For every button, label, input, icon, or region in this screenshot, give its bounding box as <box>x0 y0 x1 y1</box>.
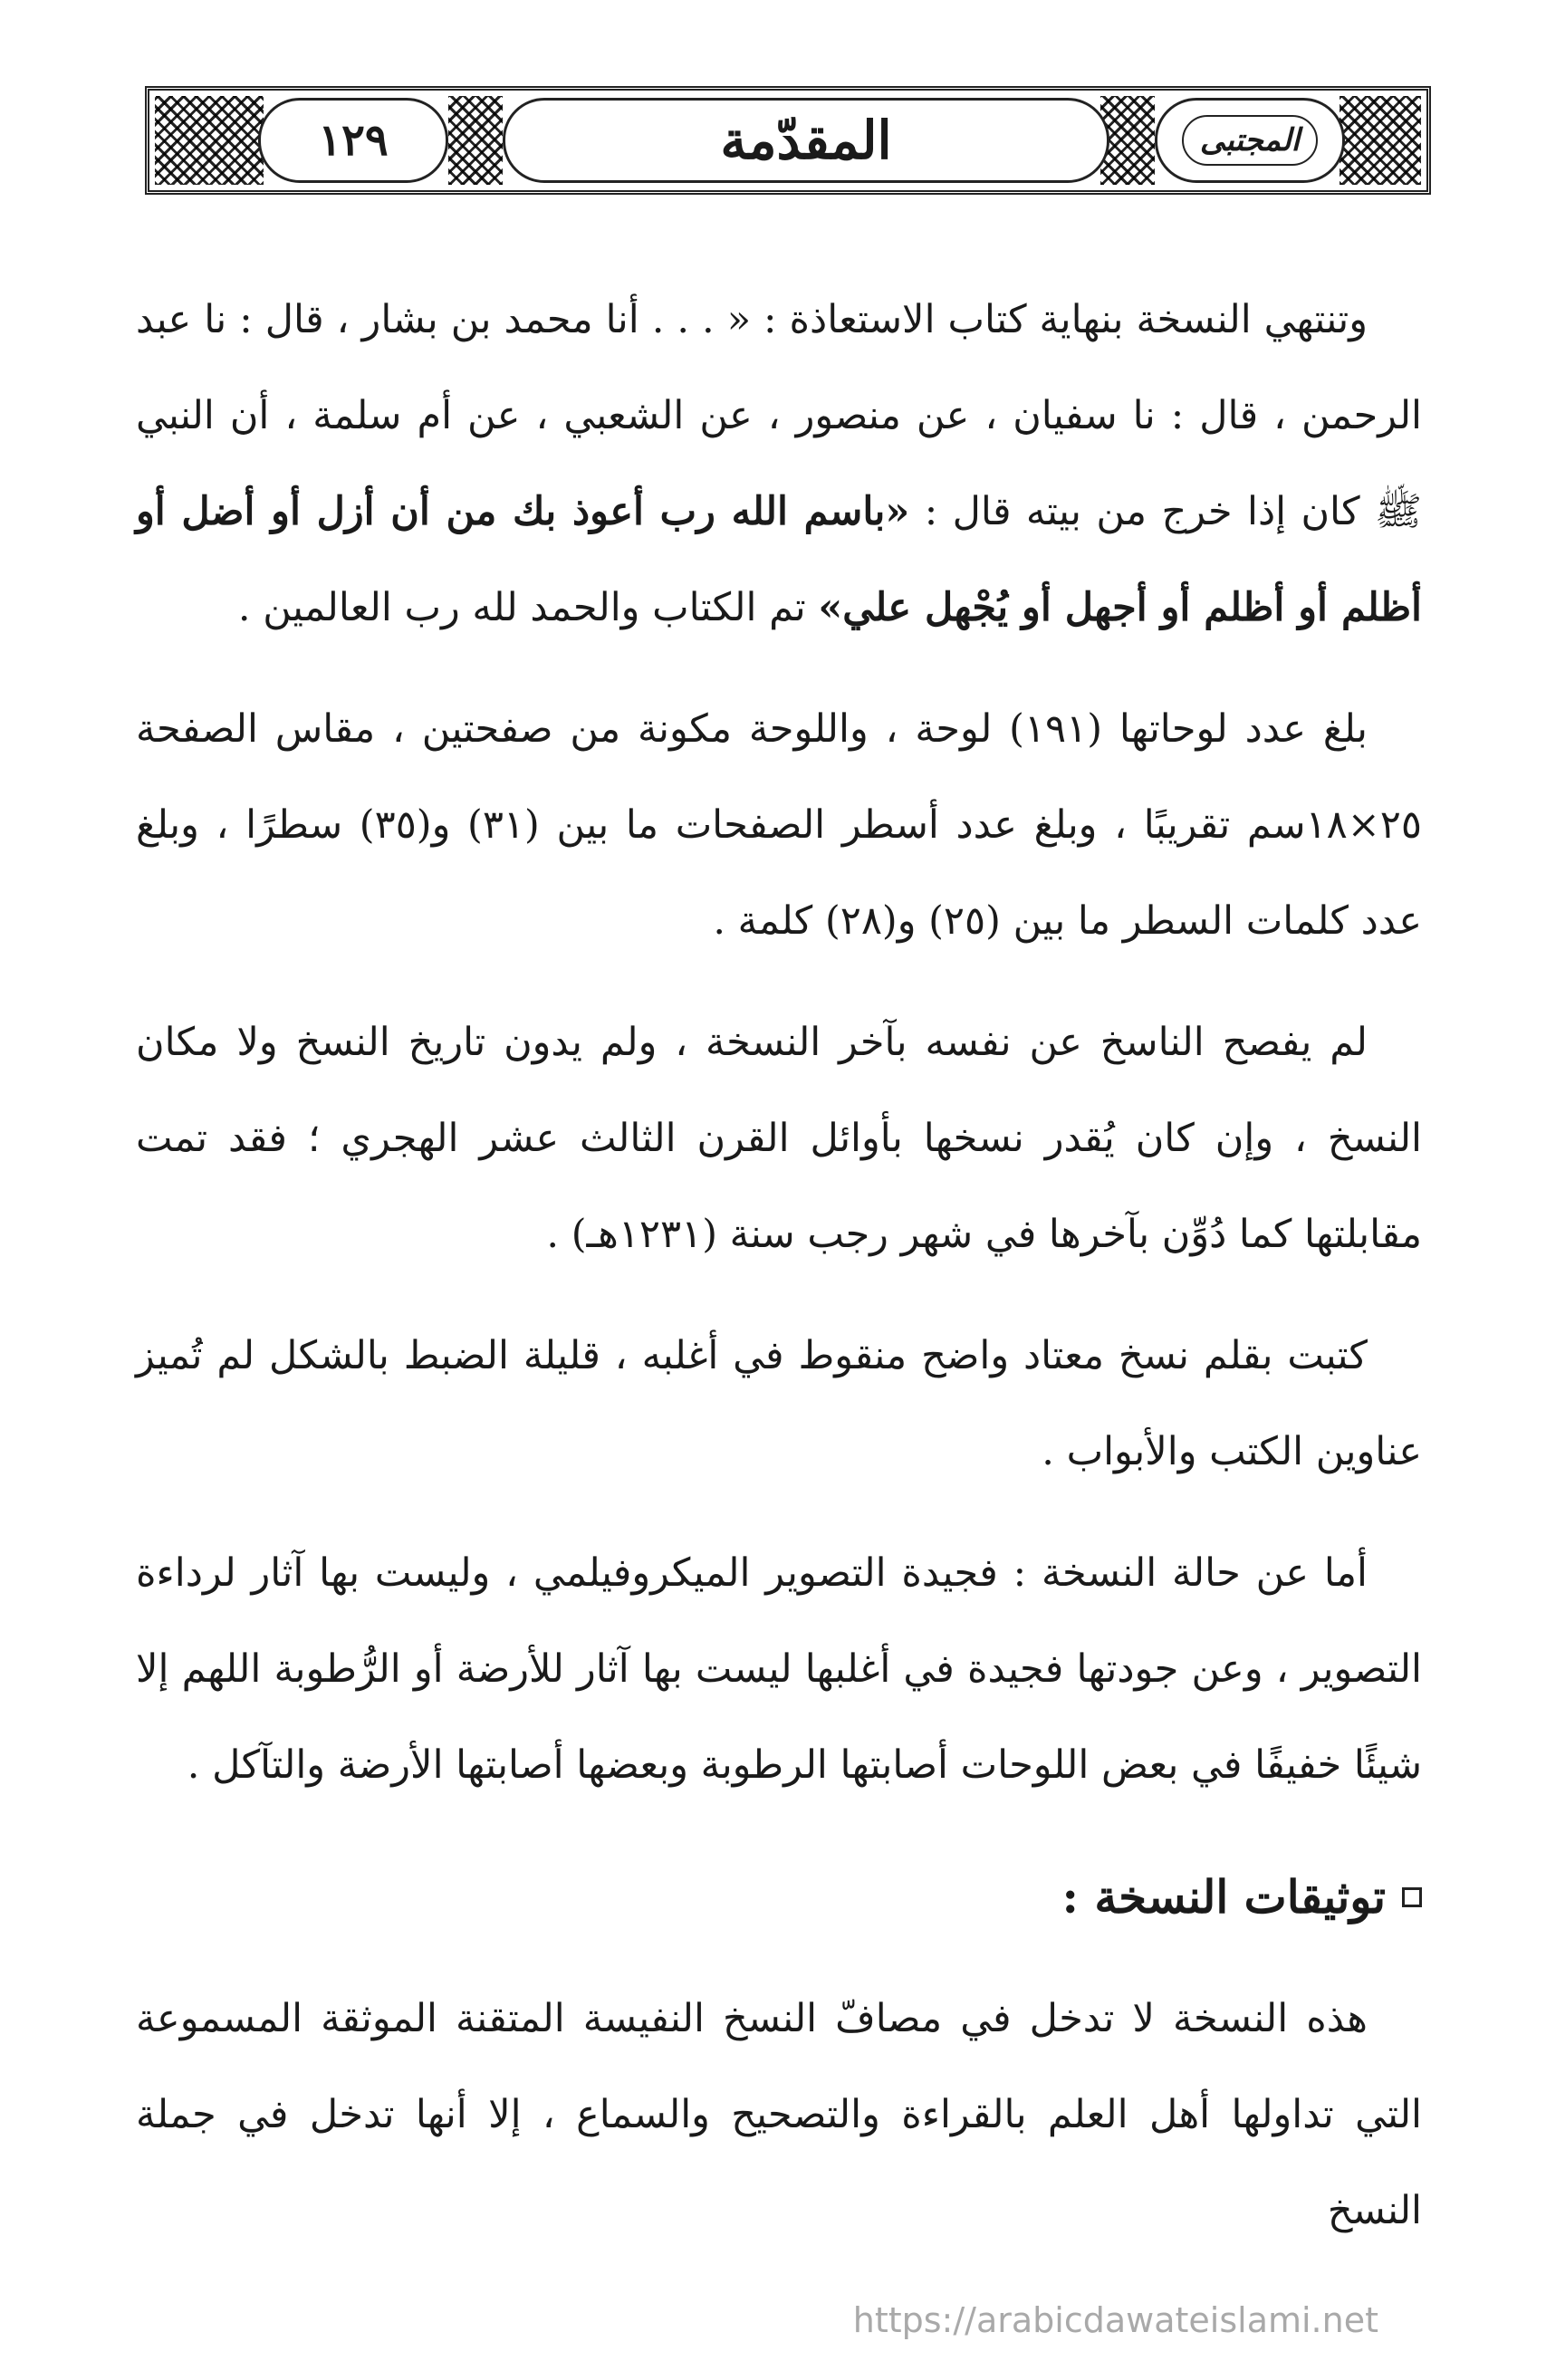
ornament-band <box>448 96 503 185</box>
hollow-square-icon <box>1402 1887 1422 1907</box>
ornament-band <box>1340 96 1421 185</box>
chapter-title: المقدّمة <box>720 110 892 171</box>
page-header-banner <box>145 86 1431 195</box>
ornament-band <box>155 96 264 185</box>
paragraph: بلغ عدد لوحاتها (١٩١) لوحة ، واللوحة مكونة من صفحتين ، مقاس الصفحة ٢٥×١٨سم تقريبًا ، وبلغ عدد أسطر الصفحات ما بين (٣١) و(٣٥) سطرًا ، وبلغ عدد كلمات السطر ما بين (٢٥) و(٢٨) كلمة . <box>136 706 1422 944</box>
section-heading-text: توثيقات النسخة : <box>1061 1870 1386 1924</box>
paragraph-text: وتنتهي النسخة بنهاية كتاب الاستعاذة : « . . . أنا محمد بن بشار ، قال : نا عبد الرحمن ، قال : نا سفيان ، عن منصور ، عن الشعبي ، عن أم سلمة ، أن النبي ﷺ كان إذا خرج من بيته قال : <box>136 297 1422 534</box>
paragraph-text: تم الكتاب والحمد لله رب العالمين . <box>237 585 819 630</box>
series-logo-cartouche <box>1155 98 1345 183</box>
paragraph: أما عن حالة النسخة : فجيدة التصوير الميكروفيلمي ، وليست بها آثار لرداءة التصوير ، وعن جودتها فجيدة في أغلبها ليست بها آثار للأرضة أو الرُّطوبة اللهم إلا شيئًا خفيفًا في بعض اللوحات أصابتها الرطوبة وبعضها أصابتها الأرضة والتآكل . <box>136 1550 1422 1788</box>
hadith-quote: «باسم الله رب أعوذ بك من أن أزل أو أضل أو أظلم أو أظلم أو أجهل أو يُجْهل علي» <box>136 489 1422 630</box>
page-number: ١٢٩ <box>318 115 389 166</box>
series-logo: المجتبى <box>1182 115 1318 166</box>
watermark-url: https://arabicdawateislami.net <box>852 2300 1378 2340</box>
section-heading <box>136 1849 1422 1945</box>
paragraph: هذه النسخة لا تدخل في مصافّ النسخ النفيسة المتقنة الموثقة المسموعة التي تداولها أهل العلم بالقراءة والتصحيح والسماع ، إلا أنها تدخل في جملة النسخ <box>136 1996 1422 2233</box>
page-number-cartouche <box>258 98 448 183</box>
page-body <box>136 272 1422 2284</box>
chapter-title-cartouche <box>503 98 1109 183</box>
paragraph: لم يفصح الناسخ عن نفسه بآخر النسخة ، ولم يدون تاريخ النسخ ولا مكان النسخ ، وإن كان يُقدر نسخها بأوائل القرن الثالث عشر الهجري ؛ فقد تمت مقابلتها كما دُوِّن بآخرها في شهر رجب سنة (١٢٣١هـ) . <box>136 1020 1422 1257</box>
paragraph <box>136 272 1422 656</box>
paragraph: كتبت بقلم نسخ معتاد واضح منقوط في أغلبه ، قليلة الضبط بالشكل لم تُميز عناوين الكتب والأبواب . <box>136 1333 1422 1474</box>
